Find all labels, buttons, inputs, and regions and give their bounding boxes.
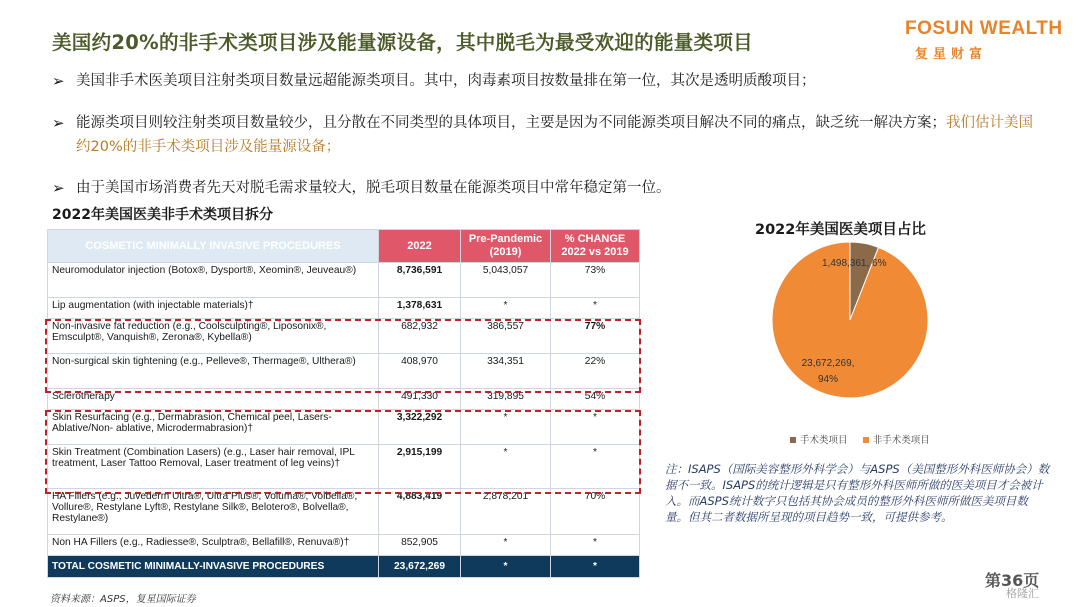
bullet-point-1	[52, 69, 1042, 93]
bullet-point-3	[52, 176, 1042, 200]
page-title: 美国约20%的非手术类项目涉及能量源设备，其中脱毛为最受欢迎的能量类项目	[52, 31, 753, 54]
value-2019-cell: 5,043,057	[461, 263, 551, 298]
procedure-name-cell: Non-invasive fat reduction (e.g., Coolsculpting®, Liposonix®, Emsculpt®, Vanquish®, Zerona®, Kybella®)	[48, 319, 379, 354]
energy-procedures-highlight-box	[45, 410, 641, 494]
header-2022: 2022	[379, 230, 461, 263]
table-row	[48, 298, 640, 319]
procedure-name-cell: Sclerotherapy	[48, 389, 379, 410]
change-cell: 22%	[551, 354, 640, 389]
bullet-point-2	[52, 111, 1042, 159]
watermark: 格隆汇	[1006, 587, 1039, 600]
table-header-row	[48, 230, 640, 263]
procedure-name-cell: Neuromodulator injection (Botox®, Dysport®, Xeomin®, Jeuveau®)	[48, 263, 379, 298]
change-cell: *	[551, 410, 640, 445]
energy-procedures-highlight-box	[45, 319, 641, 393]
change-cell: *	[551, 445, 640, 489]
value-2022-cell: 408,970	[379, 354, 461, 389]
change-cell: 77%	[551, 319, 640, 354]
header-pre-pandemic: Pre-Pandemic (2019)	[461, 230, 551, 263]
value-2019-cell: 319,895	[461, 389, 551, 410]
change-cell: *	[551, 535, 640, 556]
change-cell: 54%	[551, 389, 640, 410]
value-2019-cell: 2,878,201	[461, 489, 551, 535]
value-2019-cell: 386,557	[461, 319, 551, 354]
legend-swatch-nonsurgical	[863, 437, 869, 443]
value-2022-cell: 491,330	[379, 389, 461, 410]
value-2022-cell: 3,322,292	[379, 410, 461, 445]
bullet-text: 美国非手术医美项目注射类项目数量远超能源类项目。其中，肉毒素项目按数量排在第一位，其次是透明质酸项目；	[76, 73, 816, 89]
procedure-name-cell: Skin Treatment (Combination Lasers) (e.g., Laser hair removal, IPL treatment, Laser Tattoo Removal, Laser treatment of leg veins)†	[48, 445, 379, 489]
total-2019-cell: *	[461, 556, 551, 578]
change-cell: 73%	[551, 263, 640, 298]
procedure-name-cell: Skin Resurfacing (e.g., Dermabrasion, Chemical peel, Lasers-Ablative/Non- ablative, Microdermabrasion)†	[48, 410, 379, 445]
value-2019-cell: 334,351	[461, 354, 551, 389]
value-2022-cell: 2,915,199	[379, 445, 461, 489]
source-note: 资料来源：ASPS，复星国际证券	[50, 594, 196, 605]
procedures-table	[47, 229, 640, 578]
chart-legend	[790, 432, 930, 446]
value-2022-cell: 852,905	[379, 535, 461, 556]
table-row	[48, 489, 640, 535]
table-row	[48, 263, 640, 298]
total-label-cell: TOTAL COSMETIC MINIMALLY-INVASIVE PROCEDURES	[48, 556, 379, 578]
slice-label-nonsurgical: 23,672,269, 94%	[801, 358, 855, 385]
footnote: 注：ISAPS（国际美容整形外科学会）与ASPS（美国整形外科医师协会）数据不一致。ISAPS的统计逻辑是只有整形外科医师所做的医美项目才会被计入。而ASPS统计数字只包括其协会成员的整形外科医师所做医美项目数量。但其二者数据所呈现的项目趋势一致，可提供参考。	[665, 462, 1050, 524]
bullet-arrow-icon: ➢	[52, 179, 65, 197]
bullet-text: 能源类项目则较注射类项目数量较少，且分散在不同类型的具体项目，主要是因为不同能源类项目解决不同的痛点，缺乏统一解决方案；	[76, 115, 946, 131]
chart-title: 2022年美国医美项目占比	[755, 222, 926, 238]
value-2022-cell: 8,736,591	[379, 263, 461, 298]
value-2022-cell: 1,378,631	[379, 298, 461, 319]
page-number: 第36页	[985, 571, 1040, 590]
procedure-name-cell: Non HA Fillers (e.g., Radiesse®, Sculptra®, Bellafill®, Renuva®)†	[48, 535, 379, 556]
legend-label-surgical: 手术类项目	[800, 435, 848, 446]
value-2019-cell: *	[461, 445, 551, 489]
total-change-cell: *	[551, 556, 640, 578]
slice-label-surgical: 1,498,361, 6%	[822, 258, 887, 269]
procedure-name-cell: Lip augmentation (with injectable materials)†	[48, 298, 379, 319]
value-2019-cell: *	[461, 535, 551, 556]
value-2019-cell: *	[461, 298, 551, 319]
procedure-name-cell: Non-surgical skin tightening (e.g., Pelleve®, Thermage®, Ulthera®)	[48, 354, 379, 389]
legend-label-nonsurgical: 非手术类项目	[872, 435, 930, 446]
value-2022-cell: 682,932	[379, 319, 461, 354]
table-title: 2022年美国医美非手术类项目拆分	[52, 207, 273, 223]
bullet-arrow-icon: ➢	[52, 114, 65, 132]
bullet-highlight: 我们估计美国约20%的非手术类项目涉及能量源设备；	[76, 115, 1033, 155]
value-2019-cell: *	[461, 410, 551, 445]
bullet-arrow-icon: ➢	[52, 72, 65, 90]
legend-swatch-surgical	[790, 437, 796, 443]
table-row	[48, 535, 640, 556]
change-cell: 70%	[551, 489, 640, 535]
header-procedures: COSMETIC MINIMALLY INVASIVE PROCEDURES	[48, 230, 379, 263]
brand-logo-en: FOSUN WEALTH	[905, 18, 1063, 39]
header-change: % CHANGE 2022 vs 2019	[551, 230, 640, 263]
bullet-text: 由于美国市场消费者先天对脱毛需求量较大，脱毛项目数量在能源类项目中常年稳定第一位。	[76, 180, 671, 196]
brand-logo-cn: 复星财富	[915, 47, 988, 62]
change-cell: *	[551, 298, 640, 319]
procedure-name-cell: HA Fillers (e.g., Juvederm Ultra®, Ultra Plus®, Voluma®, Volbella®, Vollure®, Restylane Lyft®, Restylane Silk®, Belotero®, Bolvella®, Restylane®)	[48, 489, 379, 535]
total-2022-cell: 23,672,269	[379, 556, 461, 578]
table-total-row	[48, 556, 640, 578]
value-2022-cell: 4,883,419	[379, 489, 461, 535]
